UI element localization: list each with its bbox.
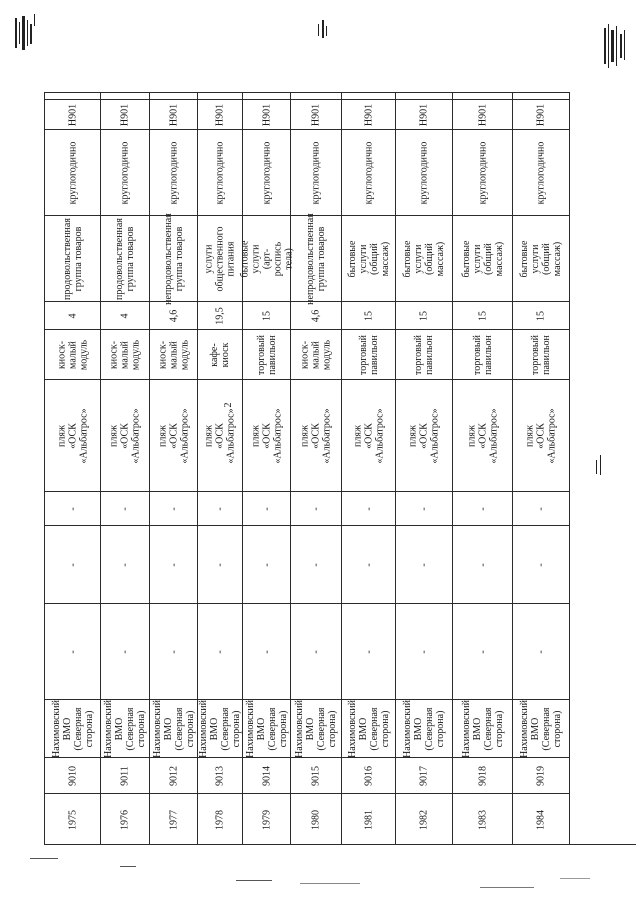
cell-text-place: пляж «ОСК «Альбатрос»	[299, 407, 333, 464]
cell-text-code: Н901	[67, 103, 78, 126]
cell-text-area: 15	[477, 310, 488, 321]
cell-text-code: Н901	[261, 103, 272, 126]
cell-c4	[150, 603, 197, 699]
cell-area	[291, 301, 341, 329]
cell-text-district: Нахимовский ВМО (Северная сторона)	[402, 699, 446, 758]
cell-object	[45, 329, 100, 379]
cell-text-c4: -	[477, 649, 488, 654]
cell-text-object: торговый павильон	[357, 334, 380, 375]
cell-n	[291, 793, 341, 845]
cell-text-area: 4,6	[168, 309, 179, 322]
cell-period	[150, 129, 197, 215]
cell-place	[513, 379, 569, 491]
cell-object	[396, 329, 452, 379]
cell-period	[396, 129, 452, 215]
cell-text-place: пляж «ОСК «Альбатрос»	[352, 407, 385, 464]
cell-last	[291, 92, 341, 99]
cell-id	[45, 757, 100, 793]
cell-text-c5: -	[214, 562, 226, 567]
cell-period	[45, 129, 100, 215]
cell-text-period: круглогодично	[310, 141, 322, 204]
cell-text-n: 1975	[67, 809, 78, 830]
cell-code	[342, 99, 395, 129]
cell-period	[513, 129, 569, 215]
cell-text-period: круглогодично	[119, 141, 131, 204]
cell-period	[243, 129, 290, 215]
cell-text-c6: -	[535, 506, 547, 511]
cell-text-c4: -	[214, 649, 226, 654]
cell-c4	[243, 603, 290, 699]
cell-text-n: 1983	[477, 809, 488, 830]
cell-c5	[396, 525, 452, 603]
cell-text-district: Нахимовский ВМО (Северная сторона)	[50, 699, 95, 758]
cell-text-spec: непродовольственная группа товаров	[305, 212, 327, 305]
cell-text-c5: -	[67, 562, 78, 567]
cell-c6	[513, 491, 569, 525]
cell-text-area: 4	[119, 313, 131, 318]
cell-text-spec: продовольственная группа товаров	[114, 217, 136, 300]
cell-c5	[198, 525, 242, 603]
cell-text-object: киоск-малый модуль	[56, 339, 89, 370]
cell-c5	[453, 525, 512, 603]
cell-text-object: торговый павильон	[413, 334, 435, 375]
cell-text-code: Н901	[363, 103, 374, 126]
cell-text-period: круглогодично	[214, 141, 226, 204]
cell-district	[45, 699, 100, 757]
cell-object	[342, 329, 395, 379]
cell-area	[396, 301, 452, 329]
cell-place	[453, 379, 512, 491]
cell-text-c4: -	[363, 649, 374, 654]
cell-text-spec: бытовые услуги (общий массаж)	[346, 240, 391, 277]
cell-object	[513, 329, 569, 379]
cell-text-area: 15	[261, 310, 272, 321]
cell-text-code: Н901	[418, 103, 430, 126]
cell-text-id: 9018	[477, 765, 488, 786]
cell-c6	[243, 491, 290, 525]
cell-text-c4: -	[261, 649, 272, 654]
cell-last	[198, 92, 242, 99]
cell-text-id: 9014	[261, 765, 272, 786]
cell-text-c6: -	[67, 506, 78, 511]
cell-n	[396, 793, 452, 845]
cell-district	[513, 699, 569, 757]
cell-text-c5: -	[168, 562, 179, 567]
cell-text-c5: -	[418, 562, 430, 567]
cell-text-period: круглогодично	[363, 141, 374, 204]
cell-id	[243, 757, 290, 793]
cell-text-id: 9015	[310, 765, 322, 786]
cell-text-place: пляж «ОСК «Альбатрос»	[108, 407, 142, 464]
cell-district	[342, 699, 395, 757]
table-row	[101, 92, 150, 844]
cell-text-c6: -	[363, 506, 374, 511]
cell-area	[198, 301, 242, 329]
cell-text-id: 9012	[168, 765, 179, 786]
cell-place	[45, 379, 100, 491]
cell-text-spec: продовольственная группа товаров	[61, 217, 84, 300]
cell-c6	[453, 491, 512, 525]
cell-text-c4: -	[168, 649, 179, 654]
cell-text-area: 15	[535, 310, 547, 321]
cell-text-c5: -	[119, 562, 131, 567]
cell-text-object: торговый павильон	[255, 334, 278, 375]
cell-id	[513, 757, 569, 793]
cell-n	[101, 793, 149, 845]
cell-c4	[45, 603, 100, 699]
cell-spec	[453, 215, 512, 301]
cell-text-n: 1981	[363, 809, 374, 830]
cell-c4	[291, 603, 341, 699]
cell-n	[45, 793, 100, 845]
cell-text-area: 15	[418, 310, 430, 321]
cell-text-object: торговый павильон	[530, 334, 552, 375]
cell-id	[342, 757, 395, 793]
cell-text-n: 1978	[214, 809, 226, 830]
cell-text-place: пляж «ОСК «Альбатрос»	[56, 407, 89, 464]
cell-text-id: 9010	[67, 765, 78, 786]
cell-c4	[198, 603, 242, 699]
cell-object	[291, 329, 341, 379]
cell-text-c6: -	[261, 506, 272, 511]
cell-text-c5: -	[363, 562, 374, 567]
cell-text-place: пляж «ОСК «Альбатрос»	[407, 407, 441, 464]
cell-id	[453, 757, 512, 793]
cell-text-c4: -	[119, 649, 131, 654]
cell-last	[342, 92, 395, 99]
cell-code	[291, 99, 341, 129]
cell-text-c6: -	[168, 506, 179, 511]
cell-n	[453, 793, 512, 845]
cell-n	[243, 793, 290, 845]
cell-area	[101, 301, 149, 329]
cell-text-id: 9011	[119, 765, 131, 786]
cell-text-c6: -	[477, 506, 488, 511]
cell-text-c6: -	[310, 506, 322, 511]
cell-object	[243, 329, 290, 379]
cell-text-spec: бытовые услуги (арт- роспись тела)	[239, 240, 294, 277]
cell-spec	[513, 215, 569, 301]
cell-c5	[45, 525, 100, 603]
cell-c5	[243, 525, 290, 603]
cell-spec	[239, 215, 294, 301]
cell-c6	[342, 491, 395, 525]
cell-last	[396, 92, 452, 99]
cell-period	[101, 129, 149, 215]
cell-spec	[198, 215, 242, 301]
cell-text-area: 4	[67, 313, 78, 318]
cell-text-spec: непродовольственная группа товаров	[162, 212, 185, 305]
cell-c6	[101, 491, 149, 525]
cell-c6	[291, 491, 341, 525]
cell-c6	[396, 491, 452, 525]
cell-place	[342, 379, 395, 491]
cell-code	[396, 99, 452, 129]
cell-code	[45, 99, 100, 129]
cell-period	[453, 129, 512, 215]
cell-text-area: 4,6	[310, 309, 322, 322]
cell-text-code: Н901	[214, 103, 226, 126]
table-row	[239, 92, 294, 844]
cell-text-object: торговый павильон	[471, 334, 494, 375]
cell-c4	[453, 603, 512, 699]
cell-id	[396, 757, 452, 793]
cell-spec	[101, 215, 149, 301]
cell-object	[453, 329, 512, 379]
table-row	[396, 92, 453, 844]
cell-c6	[198, 491, 242, 525]
cell-last	[453, 92, 512, 99]
registry-table	[44, 92, 636, 845]
cell-text-spec: бытовые услуги (общий массаж)	[519, 240, 563, 277]
cell-place	[101, 379, 149, 491]
cell-text-place: пляж «ОСК «Альбатрос»	[250, 407, 283, 464]
cell-text-period: круглогодично	[418, 141, 430, 204]
cell-code	[198, 99, 242, 129]
cell-district	[291, 699, 341, 757]
cell-district	[396, 699, 452, 757]
cell-district	[150, 699, 197, 757]
cell-place	[150, 379, 197, 491]
cell-c5	[291, 525, 341, 603]
cell-area	[513, 301, 569, 329]
cell-text-c5: -	[535, 562, 547, 567]
cell-text-code: Н901	[310, 103, 322, 126]
cell-text-object: киоск-малый модуль	[299, 339, 333, 370]
cell-text-n: 1977	[168, 809, 179, 830]
cell-spec	[45, 215, 100, 301]
cell-object	[198, 329, 242, 379]
cell-district	[243, 699, 290, 757]
cell-text-c5: -	[310, 562, 322, 567]
cell-c5	[150, 525, 197, 603]
cell-text-object: кафе-киоск	[209, 342, 231, 367]
cell-text-spec: бытовые услуги (общий массаж)	[402, 240, 446, 277]
cell-n	[342, 793, 395, 845]
cell-text-n: 1980	[310, 809, 322, 830]
cell-text-c5: -	[477, 562, 488, 567]
table-row	[45, 92, 101, 844]
cell-text-c4: -	[67, 649, 78, 654]
cell-text-c4: -	[418, 649, 430, 654]
cell-text-period: круглогодично	[477, 141, 488, 204]
table-row	[198, 92, 243, 844]
cell-text-c6: -	[418, 506, 430, 511]
cell-text-code: Н901	[535, 103, 547, 126]
cell-n	[198, 793, 242, 845]
cell-n	[513, 793, 569, 845]
cell-last	[45, 92, 100, 99]
cell-place	[198, 379, 242, 491]
cell-code	[243, 99, 290, 129]
cell-c4	[396, 603, 452, 699]
cell-c5	[101, 525, 149, 603]
cell-text-place: пляж «ОСК «Альбатрос»	[466, 407, 499, 464]
cell-period	[291, 129, 341, 215]
table-row	[291, 92, 342, 844]
cell-text-c6: -	[119, 506, 131, 511]
cell-text-c4: -	[535, 649, 547, 654]
cell-text-id: 9013	[214, 765, 226, 786]
cell-text-code: Н901	[168, 103, 179, 126]
cell-text-period: круглогодично	[67, 141, 78, 204]
cell-text-c5: -	[261, 562, 272, 567]
cell-object	[101, 329, 149, 379]
cell-text-district: Нахимовский ВМО (Северная сторона)	[294, 699, 338, 758]
cell-spec	[342, 215, 395, 301]
cell-id	[291, 757, 341, 793]
table-row	[453, 92, 513, 844]
cell-text-district: Нахимовский ВМО (Северная сторона)	[151, 699, 196, 758]
cell-text-place: пляж «ОСК «Альбатрос»	[157, 407, 190, 464]
cell-last	[243, 92, 290, 99]
cell-text-area: 15	[363, 310, 374, 321]
cell-c4	[101, 603, 149, 699]
cell-area	[453, 301, 512, 329]
cell-last	[150, 92, 197, 99]
cell-text-area: 19,5	[214, 306, 226, 325]
cell-id	[150, 757, 197, 793]
cell-text-id: 9019	[535, 765, 547, 786]
cell-period	[342, 129, 395, 215]
cell-c6	[150, 491, 197, 525]
cell-district	[101, 699, 149, 757]
cell-text-code: Н901	[477, 103, 488, 126]
cell-c5	[513, 525, 569, 603]
cell-spec	[150, 212, 197, 305]
cell-district	[198, 699, 242, 757]
cell-text-id: 9016	[363, 765, 374, 786]
cell-area	[150, 301, 197, 329]
cell-spec	[396, 215, 452, 301]
cell-text-district: Нахимовский ВМО (Северная сторона)	[460, 699, 505, 758]
cell-object	[150, 329, 197, 379]
cell-text-n: 1982	[418, 809, 430, 830]
table-row	[342, 92, 396, 844]
cell-code	[513, 99, 569, 129]
cell-text-district: Нахимовский ВМО (Северная сторона)	[198, 699, 242, 758]
cell-area	[342, 301, 395, 329]
cell-text-period: круглогодично	[261, 141, 272, 204]
cell-code	[101, 99, 149, 129]
cell-text-place: пляж «ОСК «Альбатрос»	[203, 407, 237, 464]
cell-text-c6: -	[214, 506, 226, 511]
cell-c4	[513, 603, 569, 699]
cell-text-object: киоск-малый модуль	[108, 339, 142, 370]
cell-last	[513, 92, 569, 99]
cell-area	[243, 301, 290, 329]
table-row	[150, 92, 198, 844]
cell-place	[291, 379, 341, 491]
cell-text-period: круглогодично	[535, 141, 547, 204]
cell-text-district: Нахимовский ВМО (Северная сторона)	[346, 699, 391, 758]
cell-text-id: 9017	[418, 765, 430, 786]
cell-text-object: киоск-малый модуль	[157, 339, 190, 370]
cell-last	[101, 92, 149, 99]
cell-text-district: Нахимовский ВМО (Северная сторона)	[519, 699, 563, 758]
cell-place	[396, 379, 452, 491]
cell-place	[243, 379, 290, 491]
cell-district	[453, 699, 512, 757]
cell-period	[198, 129, 242, 215]
cell-code	[150, 99, 197, 129]
cell-text-spec: бытовые услуги (общий массаж)	[460, 240, 505, 277]
cell-c5	[342, 525, 395, 603]
cell-text-c4: -	[310, 649, 322, 654]
cell-id	[101, 757, 149, 793]
cell-text-place: пляж «ОСК «Альбатрос»	[524, 407, 558, 464]
cell-text-n: 1976	[119, 809, 131, 830]
cell-text-n: 1979	[261, 809, 272, 830]
cell-id	[198, 757, 242, 793]
cell-code	[453, 99, 512, 129]
cell-spec	[291, 212, 341, 305]
cell-text-n: 1984	[535, 809, 547, 830]
cell-n	[150, 793, 197, 845]
cell-text-district: Нахимовский ВМО (Северная сторона)	[244, 699, 289, 758]
cell-text-district: Нахимовский ВМО (Северная сторона)	[103, 699, 147, 758]
cell-text-spec: услуги общественного питания	[203, 226, 237, 291]
table-row	[513, 92, 570, 844]
cell-text-period: круглогодично	[168, 141, 179, 204]
cell-area	[45, 301, 100, 329]
cell-c4	[342, 603, 395, 699]
page-number: 2	[223, 402, 234, 408]
cell-c6	[45, 491, 100, 525]
cell-text-code: Н901	[119, 103, 131, 126]
